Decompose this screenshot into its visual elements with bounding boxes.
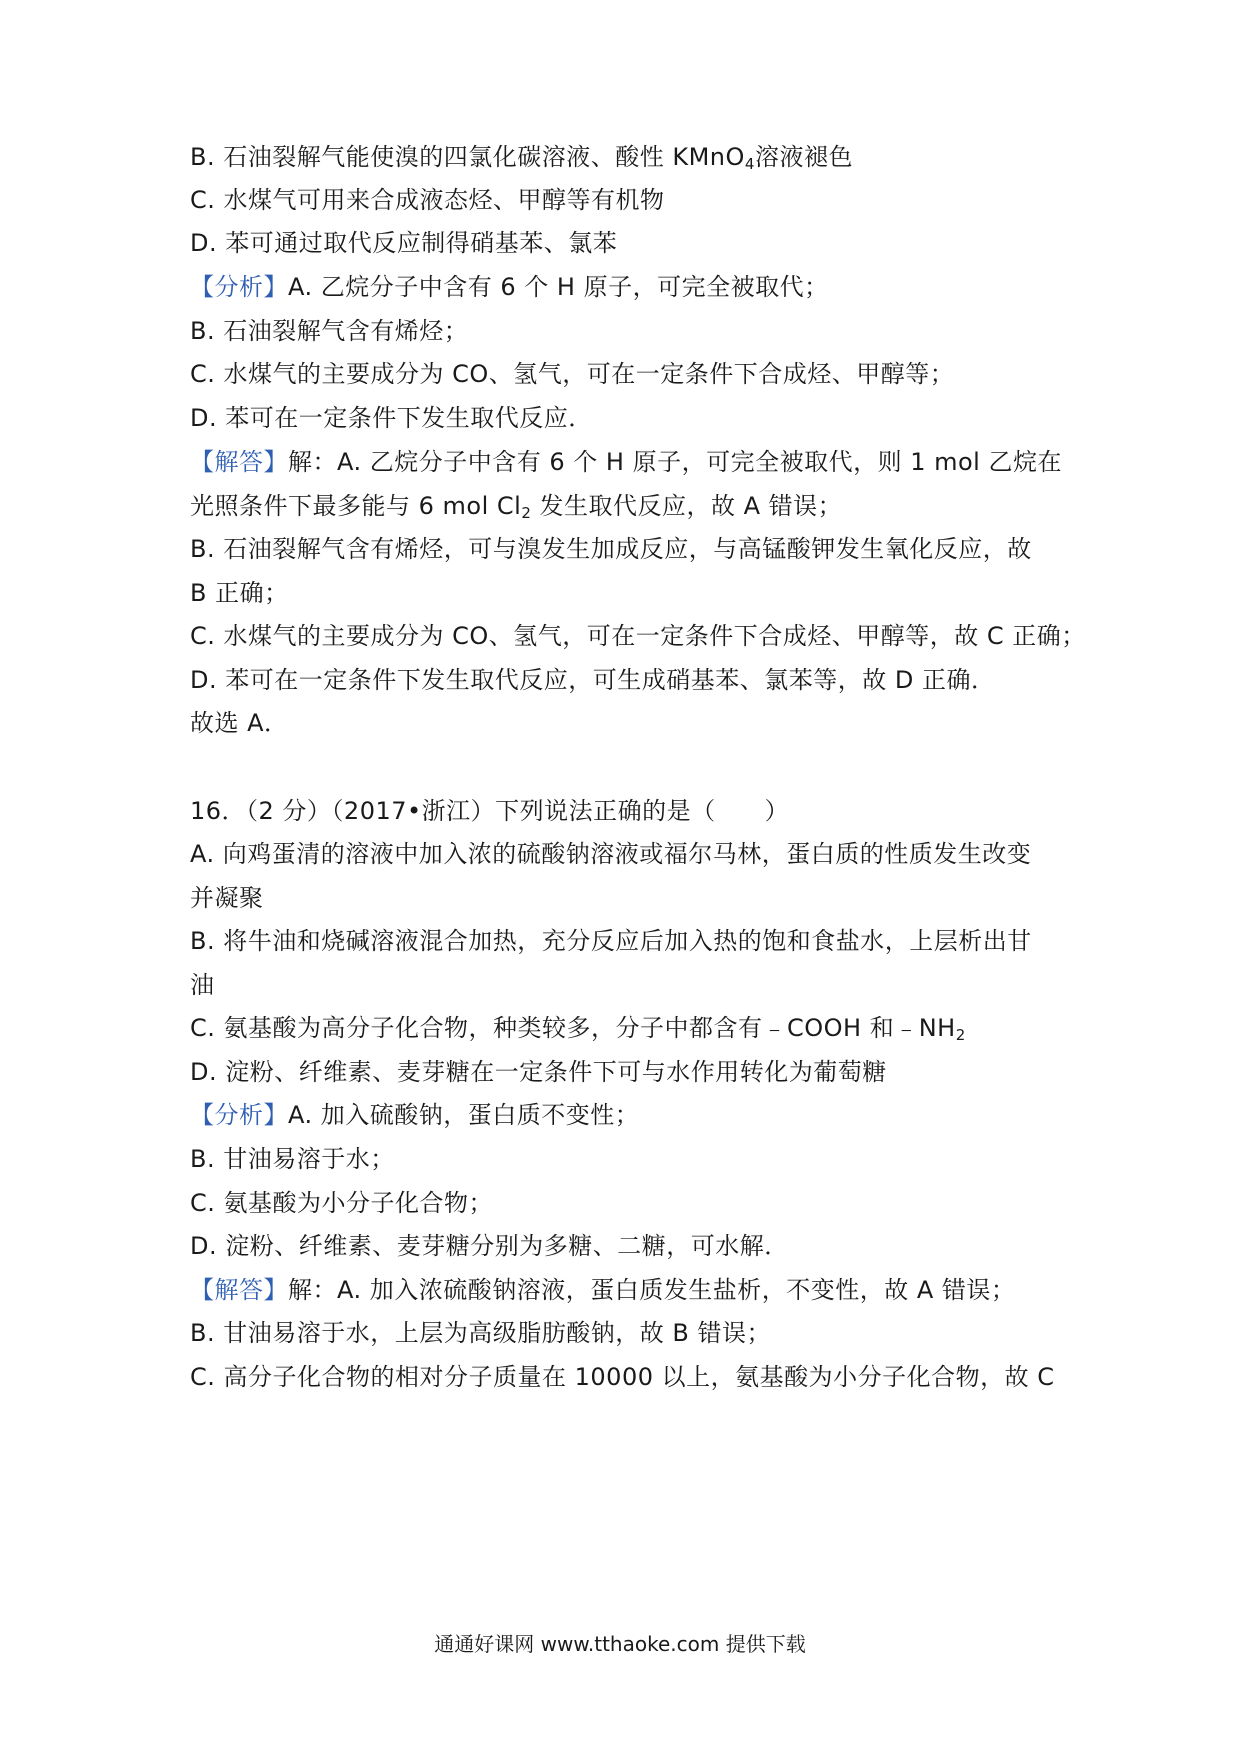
- q16-option-a: A. 向鸡蛋清的溶液中加入浓的硫酸钠溶液或福尔马林，蛋白质的性质发生改变: [190, 840, 1032, 868]
- option-c-line: C. 水煤气可用来合成液态烃、甲醇等有机物: [190, 186, 665, 214]
- q16-option-b: B. 将牛油和烧碱溶液混合加热，充分反应后加入热的饱和食盐水，上层析出甘: [190, 927, 1032, 955]
- analysis-c-line: C. 水煤气的主要成分为 CO、氢气，可在一定条件下合成烃、甲醇等；: [190, 360, 955, 388]
- option-b-line: B. 石油裂解气能使溴的四氯化碳溶液、酸性 KMnO$_4$溶液褪色: [190, 143, 853, 173]
- analysis-line: 【分析】A. 乙烷分子中含有 6 个 H 原子，可完全被取代；: [190, 273, 829, 301]
- q16-option-c: C. 氨基酸为高分子化合物，种类较多，分子中都含有﹣COOH 和$﹣NH_2$: [190, 1014, 966, 1044]
- q16-analysis-line: 【分析】A. 加入硫酸钠，蛋白质不变性；: [190, 1101, 640, 1129]
- q16-analysis-d: D. 淀粉、纤维素、麦芽糖分别为多糖、二糖，可水解．: [190, 1232, 789, 1260]
- q16-answer-line: 【解答】解：A. 加入浓硫酸钠溶液，蛋白质发生盐析，不变性，故 A 错误；: [190, 1276, 1016, 1304]
- answer-b-cont-line: B 正确；: [190, 579, 289, 607]
- answer-c-line: C. 水煤气的主要成分为 CO、氢气，可在一定条件下合成烃、甲醇等，故 C 正确；: [190, 622, 1086, 650]
- q16-answer-b: B. 甘油易溶于水，上层为高级脂肪酸钠，故 B 错误；: [190, 1319, 771, 1347]
- answer-a-cont-line: 光照条件下最多能与 6 mol $Cl_2$ 发生取代反应，故 A 错误；: [190, 492, 843, 522]
- q16-option-a-cont: 并凝聚: [190, 884, 264, 912]
- answer-line: 【解答】解：A. 乙烷分子中含有 6 个 H 原子，可完全被取代，则 1 mol 乙烷在: [190, 448, 1062, 476]
- answer-tag: 【解答】: [190, 448, 288, 476]
- answer-d-line: D. 苯可在一定条件下发生取代反应，可生成硝基苯、氯苯等，故 D 正确．: [190, 666, 996, 694]
- analysis-b-line: B. 石油裂解气含有烯烃；: [190, 317, 469, 345]
- q16-option-b-cont: 油: [190, 971, 215, 999]
- analysis-tag: 【分析】: [190, 1101, 288, 1129]
- answer-tag: 【解答】: [190, 1276, 288, 1304]
- page-footer: 通通好课网 www.tthaoke.com 提供下载: [434, 1632, 806, 1656]
- q16-option-d: D. 淀粉、纤维素、麦芽糖在一定条件下可与水作用转化为葡萄糖: [190, 1058, 887, 1086]
- conclusion-line: 故选 A．: [190, 709, 289, 737]
- analysis-tag: 【分析】: [190, 273, 288, 301]
- option-d-line: D. 苯可通过取代反应制得硝基苯、氯苯: [190, 229, 618, 257]
- analysis-d-line: D. 苯可在一定条件下发生取代反应．: [190, 404, 593, 432]
- question-16-stem: 16．（2 分）（2017•浙江）下列说法正确的是（ ）: [190, 797, 790, 825]
- answer-b-line: B. 石油裂解气含有烯烃，可与溴发生加成反应，与高锰酸钾发生氧化反应，故: [190, 535, 1032, 563]
- q16-answer-c: C. 高分子化合物的相对分子质量在 10000 以上，氨基酸为小分子化合物，故 C: [190, 1363, 1055, 1391]
- q16-analysis-c: C. 氨基酸为小分子化合物；: [190, 1189, 494, 1217]
- q16-analysis-b: B. 甘油易溶于水；: [190, 1145, 395, 1173]
